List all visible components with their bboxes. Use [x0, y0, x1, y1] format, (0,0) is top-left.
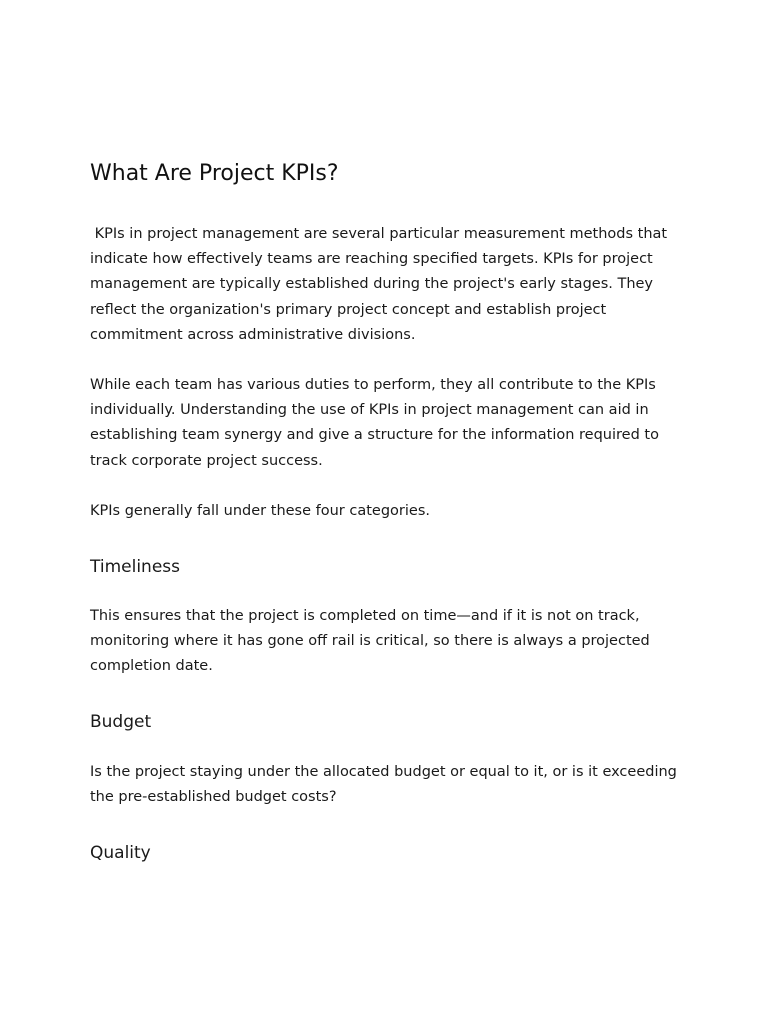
- section-body-timeliness: This ensures that the project is completed on time—and if it is not on track, monitoring where it has gone off rail is critical, so there is always a projected completion date.: [90, 608, 650, 675]
- section-body-budget: Is the project staying under the allocated budget or equal to it, or is it exceeding the pre-established budget costs?: [90, 764, 677, 806]
- page-title: What Are Project KPIs?: [90, 161, 339, 186]
- section-heading-timeliness: Timeliness: [90, 557, 180, 577]
- section-heading-quality: Quality: [90, 843, 151, 863]
- intro-paragraph: KPIs in project management are several particular measurement methods that indicate how effectively teams are reaching specified targets. KPIs for project management are typically established during the project's early stages. They reflect the organization's primary project concept and establish project commitment across administrative divisions.: [90, 226, 672, 343]
- team-contribution-paragraph: While each team has various duties to perform, they all contribute to the KPIs individually. Understanding the use of KPIs in project management can aid in establishing team synergy and give a structure for the information required to track corporate project success.: [90, 377, 659, 469]
- categories-intro-paragraph: KPIs generally fall under these four categories.: [90, 503, 430, 519]
- section-heading-budget: Budget: [90, 712, 152, 732]
